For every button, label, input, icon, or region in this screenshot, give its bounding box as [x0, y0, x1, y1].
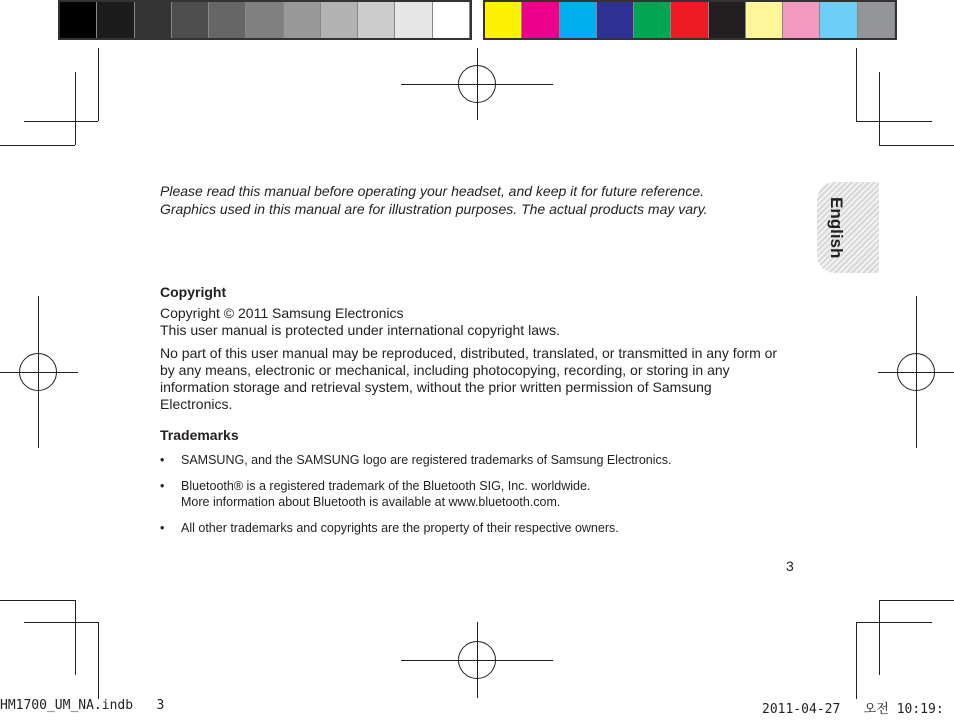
- intro-line-1: Please read this manual before operating your headset, and keep it for future reference.: [160, 183, 705, 199]
- footer-file-info: HM1700_UM_NA.indb 3: [0, 698, 165, 713]
- registration-circle: [458, 641, 496, 679]
- color-swatch: [709, 2, 746, 38]
- page-number: 3: [786, 558, 794, 574]
- color-swatch: [783, 2, 820, 38]
- color-swatch: [746, 2, 783, 38]
- list-item-text-2: More information about Bluetooth is available at www.bluetooth.com.: [181, 495, 561, 509]
- bullet-icon: •: [160, 479, 165, 493]
- crop-mark: [879, 600, 954, 601]
- registration-circle: [458, 65, 496, 103]
- crop-mark: [75, 600, 76, 675]
- crop-mark: [24, 121, 98, 122]
- trademarks-heading: Trademarks: [160, 427, 239, 443]
- intro-note: [160, 182, 800, 218]
- color-swatch: [358, 2, 395, 38]
- crop-mark: [98, 622, 99, 699]
- list-item: [160, 520, 780, 536]
- process-color-bar: [483, 0, 897, 40]
- registration-circle: [19, 353, 57, 391]
- list-item-text: All other trademarks and copyrights are the property of their respective owners.: [181, 521, 619, 535]
- color-swatch: [671, 2, 708, 38]
- crop-mark: [856, 622, 857, 699]
- crop-mark: [879, 145, 954, 146]
- grayscale-color-bar: [58, 0, 472, 40]
- trademarks-list: [160, 452, 780, 536]
- copyright-line-2: This user manual is protected under international copyright laws.: [160, 322, 560, 338]
- bullet-icon: •: [160, 453, 165, 467]
- crop-mark: [0, 145, 75, 146]
- copyright-heading: Copyright: [160, 284, 227, 300]
- color-swatch: [858, 2, 895, 38]
- list-item-text: Bluetooth® is a registered trademark of the Bluetooth SIG, Inc. worldwide.: [181, 479, 591, 493]
- crop-mark: [98, 48, 99, 121]
- copyright-paragraph: No part of this user manual may be reproduced, distributed, translated, or transmitted in any form or by any means, electronic or mechanical, including photocopying, recording, or storing in any information storage and retrieval system, without the prior written permission of Samsung Electronics.: [160, 345, 778, 412]
- color-swatch: [135, 2, 172, 38]
- main-content: [160, 284, 780, 546]
- color-swatch: [209, 2, 246, 38]
- color-swatch: [597, 2, 634, 38]
- color-swatch: [820, 2, 857, 38]
- language-tab-label: English: [827, 196, 846, 259]
- crop-mark: [879, 72, 880, 145]
- color-swatch: [395, 2, 432, 38]
- intro-line-2: Graphics used in this manual are for illustration purposes. The actual products may vary.: [160, 201, 708, 217]
- color-swatch: [560, 2, 597, 38]
- copyright-line-1: Copyright © 2011 Samsung Electronics: [160, 305, 404, 321]
- color-swatch: [246, 2, 283, 38]
- crop-mark: [856, 121, 932, 122]
- color-swatch: [485, 2, 522, 38]
- footer-datetime: 2011-04-27 오전 10:19:: [762, 702, 944, 717]
- color-swatch: [634, 2, 671, 38]
- color-swatch: [433, 2, 470, 38]
- color-swatch: [522, 2, 559, 38]
- list-item: [160, 478, 780, 510]
- color-swatch: [97, 2, 134, 38]
- crop-mark: [24, 622, 98, 623]
- crop-mark: [0, 600, 75, 601]
- list-item-text: SAMSUNG, and the SAMSUNG logo are registered trademarks of Samsung Electronics.: [181, 453, 672, 467]
- crop-mark: [879, 600, 880, 675]
- crop-mark: [856, 622, 932, 623]
- crop-mark: [856, 48, 857, 121]
- color-swatch: [172, 2, 209, 38]
- color-swatch: [284, 2, 321, 38]
- color-swatch: [321, 2, 358, 38]
- crop-mark: [75, 72, 76, 145]
- bullet-icon: •: [160, 521, 165, 535]
- color-swatch: [60, 2, 97, 38]
- registration-circle: [897, 353, 935, 391]
- list-item: [160, 452, 780, 468]
